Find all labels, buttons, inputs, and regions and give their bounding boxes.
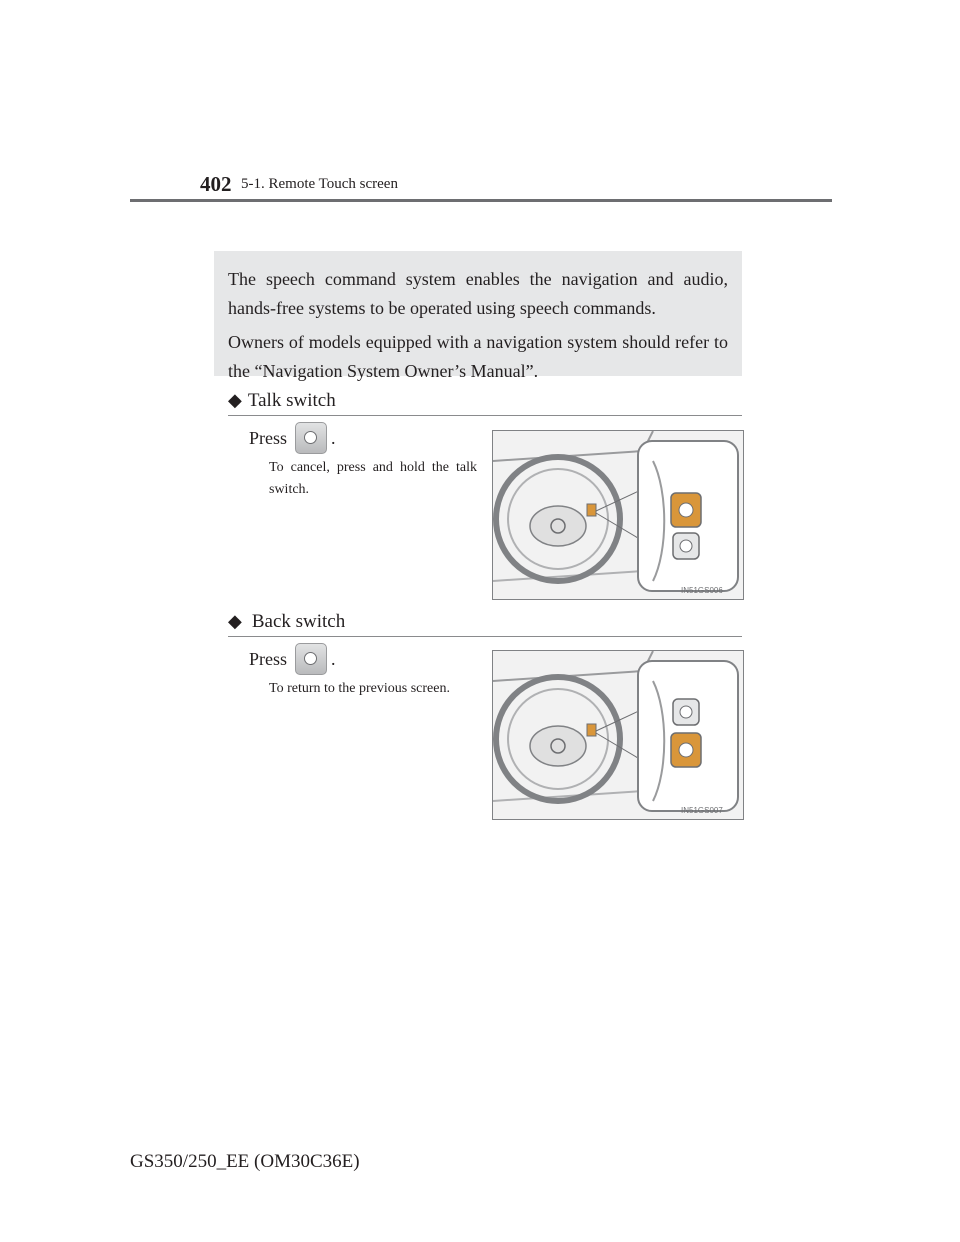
diamond-bullet-icon: ◆ (228, 611, 242, 631)
press-label: Press (249, 648, 288, 669)
figure-code: IN51GS007 (681, 806, 723, 815)
press-suffix: . (331, 427, 336, 448)
talk-switch-heading-text: Talk switch (247, 390, 336, 411)
back-switch-rule (228, 636, 742, 637)
talk-switch-icon (295, 422, 327, 454)
back-switch-location (587, 724, 596, 736)
steering-wheel-illustration (493, 651, 743, 819)
figure-code: IN51GS006 (681, 586, 723, 595)
back-switch-note: To return to the previous screen. (269, 681, 450, 696)
steering-wheel-illustration (493, 431, 743, 599)
diamond-bullet-icon: ◆ (228, 390, 242, 410)
talk-switch-rule (228, 415, 742, 416)
back-switch-heading (228, 611, 345, 633)
talk-switch-note: To cancel, press and hold the talk switch. (269, 460, 477, 497)
footer-model-code: GS350/250_EE (OM30C36E) (130, 1151, 360, 1172)
talk-switch-heading (228, 390, 336, 412)
back-switch-heading-text: Back switch (251, 611, 346, 632)
page-number: 402 (200, 172, 232, 196)
header-rule (130, 199, 832, 202)
talk-switch-instruction (249, 422, 336, 454)
talk-switch-figure (492, 430, 744, 600)
press-label: Press (249, 427, 288, 448)
talk-switch-location (587, 504, 596, 516)
intro-paragraph-2: Owners of models equipped with a navigation system should refer to the “Navigation System Owner’s Manual”. (228, 332, 728, 381)
intro-box (214, 251, 742, 381)
back-switch-icon (295, 643, 327, 675)
back-switch-instruction (249, 643, 336, 675)
back-switch-figure (492, 650, 744, 820)
section-title: 5-1. Remote Touch screen (241, 176, 398, 192)
intro-paragraph-1: The speech command system enables the navigation and audio, hands-free systems to be operated using speech commands. (228, 269, 728, 318)
press-suffix: . (331, 648, 336, 669)
